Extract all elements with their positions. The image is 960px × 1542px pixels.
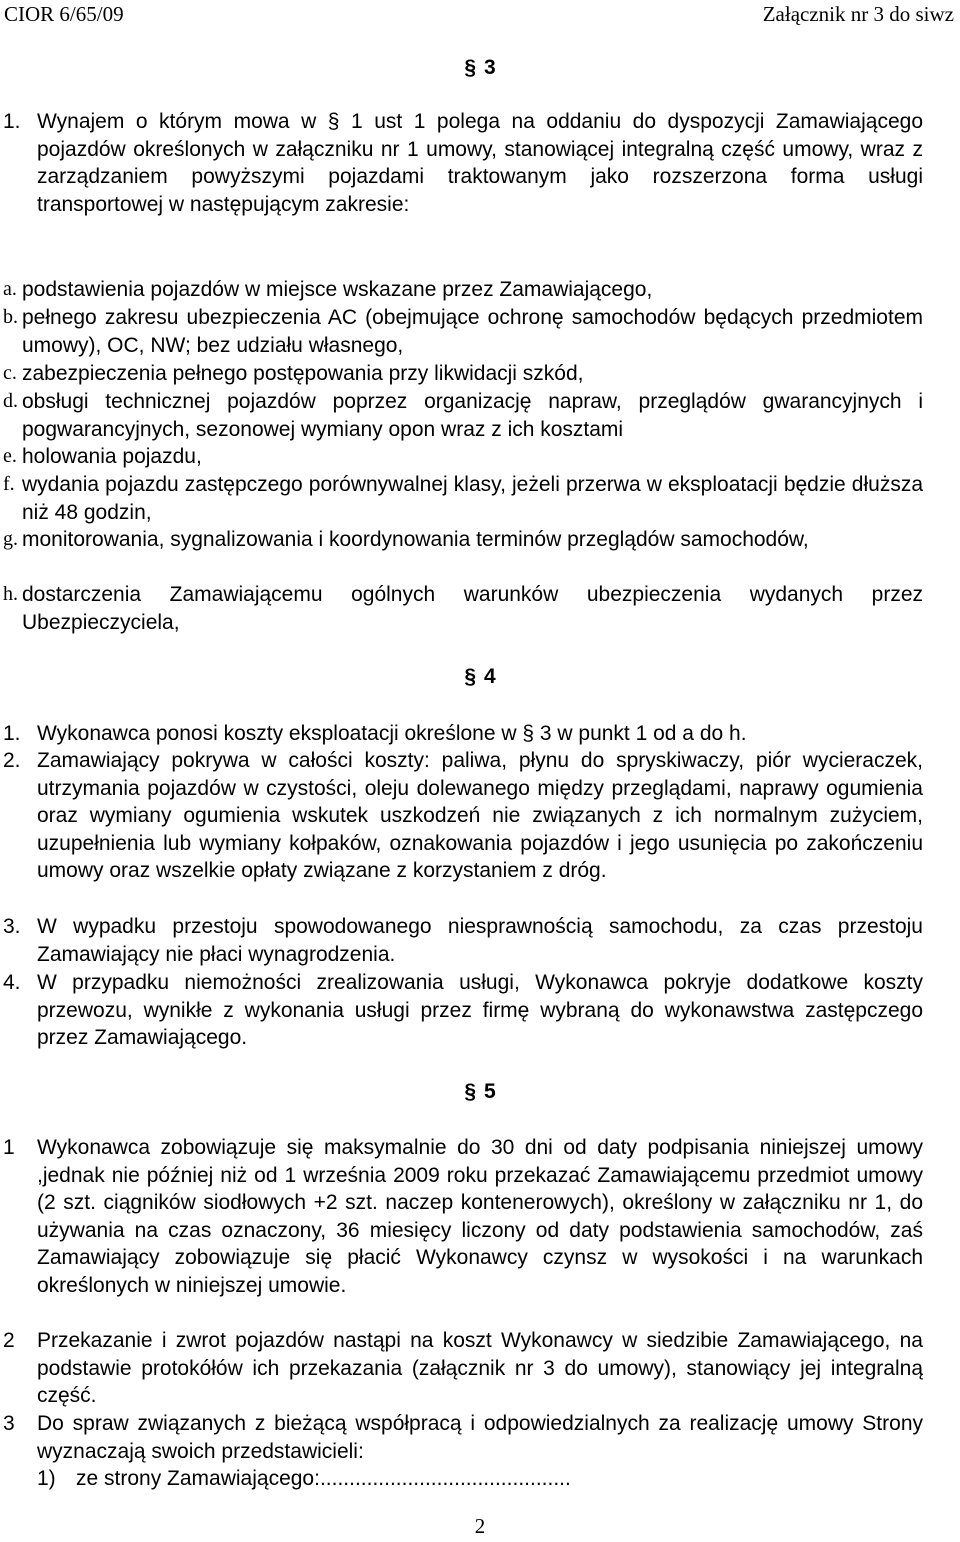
item-text: ze strony Zamawiającego:........................................... xyxy=(76,1467,571,1490)
item-text: wydania pojazdu zastępczego porównywalnej klasy, jeżeli przerwa w eksploatacji będzie dłuższa niż 48 godzin, xyxy=(22,473,923,524)
item-text: Przekazanie i zwrot pojazdów nastąpi na koszt Wykonawcy w siedzibie Zamawiającego, na podstawie protokółów ich przekazania (załącznik nr 3 do umowy), stanowiący jej integralną część. xyxy=(37,1329,923,1407)
item-text: pełnego zakresu ubezpieczenia AC (obejmujące ochronę samochodów będących przedmiotem umowy), OC, NW; bez udziału własnego, xyxy=(22,306,923,357)
item-text: podstawienia pojazdów w miejsce wskazane przez Zamawiającego, xyxy=(22,278,653,301)
item-text: W przypadku niemożności zrealizowania usługi, Wykonawca pokryje dodatkowe koszty przewozu, wynikłe z wykonania usługi przez firmę wybraną do wykonawstwa zastępczego przez Zamawiającego. xyxy=(37,971,923,1049)
item-text: dostarczenia Zamawiającemu ogólnych warunków ubezpieczenia wydanych przez Ubezpieczyciela, xyxy=(22,583,923,634)
item-letter: g. xyxy=(3,528,18,550)
section-4-heading xyxy=(0,665,960,689)
section-symbol: § xyxy=(464,1080,476,1103)
item-number: 4. xyxy=(3,971,21,994)
item-text: Wykonawca ponosi koszty eksploatacji określone w § 3 w punkt 1 od a do h. xyxy=(37,722,747,745)
item-number: 1 xyxy=(3,1136,15,1159)
item-text: Wynajem o którym mowa w § 1 ust 1 polega na oddaniu do dyspozycji Zamawiającego pojazdów określonych w załączniku nr 1 umowy, stanowiącej integralną część umowy, wraz z zarządzaniem powyższymi pojazdami traktowanym jako rozszerzona forma usługi transportowej w następującym zakresie: xyxy=(37,110,923,216)
item-letter: d. xyxy=(3,390,18,412)
item-letter: c. xyxy=(3,362,17,384)
item-number: 2 xyxy=(3,1329,15,1352)
item-text: Wykonawca zobowiązuje się maksymalnie do 30 dni od daty podpisania niniejszej umowy ,jednak nie później niż od 1 września 2009 roku przekazać Zamawiającemu przedmiot umowy (2 szt. ciągników siodłowych +2 szt. naczep kontenerowych), określony w załączniku nr 1, do używania na czas oznaczony, 36 miesięcy liczony od daty podstawienia samochodów, zaś Zamawiający zobowiązuje się płacić Wykonawcy czynsz w wysokości i na warunkach określonych w niniejszej umowie. xyxy=(37,1136,923,1297)
document-reference: CIOR 6/65/09 xyxy=(4,2,124,26)
item-letter: e. xyxy=(3,445,17,467)
section-3-heading xyxy=(0,56,960,80)
item-letter: a. xyxy=(3,278,17,300)
item-number: 1) xyxy=(37,1467,56,1490)
item-text: obsługi technicznej pojazdów poprzez organizację napraw, przeglądów gwarancyjnych i pogwarancyjnych, sezonowej wymiany opon wraz z ich kosztami xyxy=(22,390,923,441)
page-header xyxy=(0,0,960,30)
item-number: 2. xyxy=(3,749,21,772)
item-number: 3 xyxy=(3,1412,15,1435)
item-text: monitorowania, sygnalizowania i koordynowania terminów przeglądów samochodów, xyxy=(22,528,809,551)
attachment-label: Załącznik nr 3 do siwz xyxy=(762,2,954,26)
section-5-heading xyxy=(0,1080,960,1104)
item-letter: f. xyxy=(3,473,15,495)
item-text: W wypadku przestoju spowodowanego niesprawnością samochodu, za czas przestoju Zamawiający nie płaci wynagrodzenia. xyxy=(37,915,923,966)
section-number: 3 xyxy=(484,56,496,79)
item-text: Zamawiający pokrywa w całości koszty: paliwa, płynu do spryskiwaczy, piór wycieraczek, utrzymania pojazdów w czystości, oleju dolewanego między przeglądami, naprawy ogumienia oraz wymiany ogumienia wskutek uszkodzeń nie związanych z ich normalnym zużyciem, uzupełnienia lub wymiany kołpaków, oznakowania pojazdów i jego usunięcia po zakończeniu umowy oraz wszelkie opłaty związane z korzystaniem z dróg. xyxy=(37,749,923,882)
item-letter: b. xyxy=(3,306,18,328)
item-number: 3. xyxy=(3,915,21,938)
section-number: 5 xyxy=(484,1080,496,1103)
section-symbol: § xyxy=(464,665,476,688)
item-number: 1. xyxy=(3,722,21,745)
section-symbol: § xyxy=(464,56,476,79)
item-text: Do spraw związanych z bieżącą współpracą i odpowiedzialnych za realizację umowy Strony wyznaczają swoich przedstawicieli: xyxy=(37,1412,923,1463)
item-number: 1. xyxy=(3,110,21,133)
item-text: holowania pojazdu, xyxy=(22,445,202,468)
page-number: 2 xyxy=(474,1514,486,1538)
section-number: 4 xyxy=(484,665,496,688)
item-letter: h. xyxy=(3,583,18,605)
item-text: zabezpieczenia pełnego postępowania przy likwidacji szkód, xyxy=(22,362,584,385)
